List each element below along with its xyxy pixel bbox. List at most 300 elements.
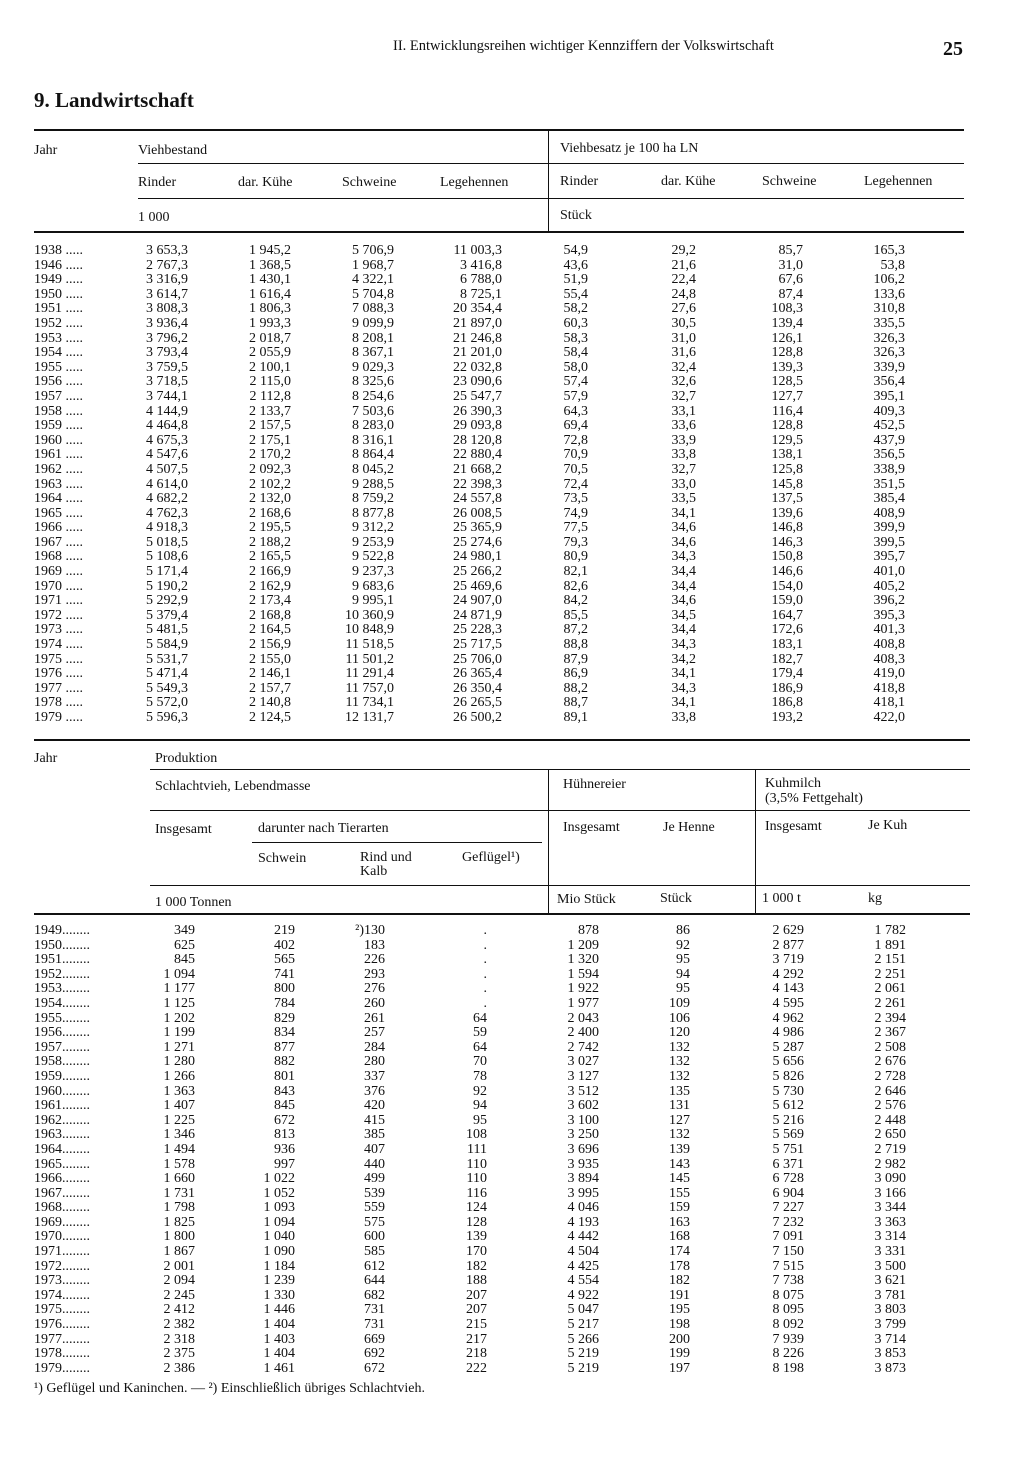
- table-cell: 3 614,7: [146, 286, 188, 302]
- table-cell: 11 518,5: [345, 637, 394, 653]
- table-cell: 800: [274, 981, 295, 997]
- table-cell: 20 354,4: [453, 301, 502, 317]
- t1-density-group: Viehbesatz je 100 ha LN: [560, 141, 699, 156]
- table-cell: 25 547,7: [453, 388, 502, 404]
- table-cell: 1 363: [163, 1083, 195, 1099]
- t1-col-year: [34, 244, 134, 726]
- table-cell: 128,8: [771, 418, 803, 434]
- table-cell: 129,5: [771, 432, 803, 448]
- table-cell: 9 237,3: [352, 564, 394, 580]
- table-cell: 6 904: [772, 1185, 804, 1201]
- table-cell: 34,6: [671, 520, 696, 536]
- table-cell: 1974 .....: [34, 637, 83, 653]
- running-title: II. Entwicklungsreihen wichtiger Kennziffern der Volkswirtschaft: [393, 38, 774, 54]
- table-cell: 70,5: [563, 461, 588, 477]
- table-cell: 2 061: [874, 981, 906, 997]
- table-cell: ²)130: [355, 923, 385, 938]
- table-cell: 8 226: [772, 1346, 804, 1362]
- table-cell: 178: [669, 1258, 690, 1274]
- table-cell: 59: [473, 1025, 487, 1041]
- table-cell: 82,1: [563, 564, 588, 580]
- table-cell: 3 602: [567, 1098, 599, 1114]
- table-cell: 1975........: [34, 1302, 90, 1318]
- table-cell: 261: [364, 1010, 385, 1026]
- table-cell: 197: [669, 1360, 690, 1376]
- table-cell: .: [483, 952, 487, 968]
- table-cell: 54,9: [563, 243, 588, 258]
- table-cell: 85,7: [778, 243, 803, 258]
- table-cell: 53,8: [880, 257, 905, 273]
- table-cell: 5 108,6: [146, 549, 188, 565]
- t1-col-rinder: [134, 244, 188, 726]
- table-cell: 3 873: [874, 1360, 906, 1376]
- table-cell: 1 461: [263, 1360, 295, 1376]
- table-cell: 1 125: [163, 995, 195, 1011]
- table-cell: 7 227: [772, 1200, 804, 1216]
- table-cell: 1963 .....: [34, 476, 83, 492]
- table-cell: 682: [364, 1287, 385, 1303]
- table-cell: 2 245: [163, 1287, 195, 1303]
- table-cell: 94: [676, 966, 690, 982]
- table-cell: 5 379,4: [146, 607, 188, 623]
- table-cell: 5 706,9: [352, 243, 394, 258]
- t1-col-d-kuehe: [660, 244, 696, 726]
- table-cell: 4 918,3: [146, 520, 188, 536]
- table-cell: 1 184: [263, 1258, 295, 1274]
- table-cell: 1 407: [163, 1098, 195, 1114]
- table-cell: 12 131,7: [345, 710, 394, 725]
- table-cell: 2 140,8: [249, 695, 291, 711]
- t1-col-d-rinder: [550, 244, 588, 726]
- table-cell: 26 390,3: [453, 403, 502, 419]
- table-cell: .: [483, 937, 487, 953]
- table-cell: 813: [274, 1127, 295, 1143]
- table-cell: 845: [174, 952, 195, 968]
- table-cell: 1 616,4: [249, 286, 291, 302]
- table-cell: 34,6: [671, 593, 696, 609]
- table-cell: 22 398,3: [453, 476, 502, 492]
- table-cell: 11 291,4: [345, 666, 394, 682]
- table-cell: 95: [676, 952, 690, 968]
- table-cell: 2 767,3: [146, 257, 188, 273]
- table-cell: 222: [466, 1360, 487, 1376]
- table-cell: 338,9: [873, 461, 905, 477]
- table-cell: 27,6: [671, 301, 696, 317]
- table-cell: 191: [669, 1287, 690, 1303]
- table-cell: 21 897,0: [453, 315, 502, 331]
- table-cell: 3 799: [874, 1317, 906, 1333]
- table-cell: 1955 .....: [34, 359, 83, 375]
- table-cell: 70: [473, 1054, 487, 1070]
- table-cell: 1951........: [34, 952, 90, 968]
- t2-u-milk-total: 1 000 t: [762, 891, 801, 906]
- table-cell: 3 793,4: [146, 345, 188, 361]
- table-cell: 26 265,5: [453, 695, 502, 711]
- t2-col-per-cow: [862, 924, 906, 1376]
- table-cell: 1949........: [34, 923, 90, 938]
- table-cell: 26 365,4: [453, 666, 502, 682]
- t2-vertical-divider-milk: [755, 770, 756, 913]
- table-cell: 1 446: [263, 1302, 295, 1318]
- table-cell: 7 738: [772, 1273, 804, 1289]
- table-cell: 351,5: [873, 476, 905, 492]
- t2-u-per-cow: kg: [868, 891, 882, 906]
- t1-stock-group: Viehbestand: [138, 143, 208, 158]
- table-cell: 8 075: [772, 1287, 804, 1303]
- table-cell: 1974........: [34, 1287, 90, 1303]
- table-cell: 207: [466, 1302, 487, 1318]
- table-cell: 95: [676, 981, 690, 997]
- table-cell: 1 494: [163, 1141, 195, 1157]
- table-cell: 4 922: [567, 1287, 599, 1303]
- table-cell: 5 531,7: [146, 651, 188, 667]
- table-cell: 6 371: [772, 1156, 804, 1172]
- table-cell: 356,5: [873, 447, 905, 463]
- table-cell: 326,3: [873, 330, 905, 346]
- table-cell: .: [483, 995, 487, 1011]
- table-cell: 92: [676, 937, 690, 953]
- table-cell: 1956........: [34, 1025, 90, 1041]
- table-cell: 1965 .....: [34, 505, 83, 521]
- table-cell: 4 547,6: [146, 447, 188, 463]
- table-cell: 7 232: [772, 1214, 804, 1230]
- table-cell: 1 239: [263, 1273, 295, 1289]
- table-cell: 1 825: [163, 1214, 195, 1230]
- table-cell: 5 266: [567, 1331, 599, 1347]
- table-cell: 408,9: [873, 505, 905, 521]
- table-cell: 146,6: [771, 564, 803, 580]
- table-cell: 1 968,7: [352, 257, 394, 273]
- table-cell: 339,9: [873, 359, 905, 375]
- t2-eggs-group: Hühnereier: [563, 777, 626, 792]
- table-cell: 2 166,9: [249, 564, 291, 580]
- table-cell: 1 320: [567, 952, 599, 968]
- table-cell: 2 728: [874, 1068, 906, 1084]
- table-cell: 21 246,8: [453, 330, 502, 346]
- table-cell: 1 022: [263, 1171, 295, 1187]
- table-cell: 57,4: [563, 374, 588, 390]
- table-cell: 5 569: [772, 1127, 804, 1143]
- table-cell: 25 469,6: [453, 578, 502, 594]
- table-cell: 4 962: [772, 1010, 804, 1026]
- table-cell: 3 719: [772, 952, 804, 968]
- t2-h-eggs-total: Insgesamt: [563, 820, 620, 835]
- table-cell: 2 155,0: [249, 651, 291, 667]
- table-cell: 1972........: [34, 1258, 90, 1274]
- table-cell: 2 195,5: [249, 520, 291, 536]
- table-cell: 1978........: [34, 1346, 90, 1362]
- table-cell: 4 193: [567, 1214, 599, 1230]
- table-cell: 79,3: [563, 534, 588, 550]
- table-cell: 3 894: [567, 1171, 599, 1187]
- table-cell: 395,3: [873, 607, 905, 623]
- table-cell: 174: [669, 1244, 690, 1260]
- table-cell: 4 425: [567, 1258, 599, 1274]
- table-cell: 108,3: [771, 301, 803, 317]
- table-cell: 64,3: [563, 403, 588, 419]
- t2-year-header: Jahr: [34, 751, 58, 766]
- table-cell: 335,5: [873, 315, 905, 331]
- table-cell: 5 219: [567, 1360, 599, 1376]
- table-cell: 87,2: [563, 622, 588, 638]
- t2-col-poultry: [450, 924, 487, 1376]
- table-cell: 25 274,6: [453, 534, 502, 550]
- table-cell: 127: [669, 1112, 690, 1128]
- table-cell: 132: [669, 1039, 690, 1055]
- table-cell: 408,3: [873, 651, 905, 667]
- table-cell: 95: [473, 1112, 487, 1128]
- table-cell: 4 762,3: [146, 505, 188, 521]
- table-cell: 33,8: [671, 447, 696, 463]
- table-cell: 293: [364, 966, 385, 982]
- table-cell: 182: [669, 1273, 690, 1289]
- table-cell: 395,7: [873, 549, 905, 565]
- table-cell: 276: [364, 981, 385, 997]
- table-cell: 1964........: [34, 1141, 90, 1157]
- table-cell: 22,4: [671, 272, 696, 288]
- table-cell: 146,8: [771, 520, 803, 536]
- table-cell: 3 127: [567, 1068, 599, 1084]
- table-cell: 146,3: [771, 534, 803, 550]
- table-cell: 58,4: [563, 345, 588, 361]
- table-cell: 4 986: [772, 1025, 804, 1041]
- t2-header-bottom-rule: [34, 913, 970, 915]
- table-cell: 32,4: [671, 359, 696, 375]
- table-cell: 1 209: [567, 937, 599, 953]
- table-cell: 34,1: [671, 666, 696, 682]
- table-cell: 8 092: [772, 1317, 804, 1333]
- t1-group-rule: [138, 163, 964, 164]
- table-cell: 8 254,6: [352, 388, 394, 404]
- table-cell: 1961........: [34, 1098, 90, 1114]
- table-cell: 692: [364, 1346, 385, 1362]
- table-cell: 401,0: [873, 564, 905, 580]
- table-cell: 396,2: [873, 593, 905, 609]
- table-cell: 1960........: [34, 1083, 90, 1099]
- table-cell: 26 350,4: [453, 680, 502, 696]
- table-cell: 25 365,9: [453, 520, 502, 536]
- table-cell: 4 614,0: [146, 476, 188, 492]
- table-cell: 1957 .....: [34, 388, 83, 404]
- table-cell: 7 150: [772, 1244, 804, 1260]
- table-cell: 186,8: [771, 695, 803, 711]
- table-cell: 110: [466, 1156, 487, 1172]
- table1-top-rule: [34, 129, 964, 131]
- table-cell: 600: [364, 1229, 385, 1245]
- table-cell: 5 471,4: [146, 666, 188, 682]
- table-cell: 3 744,1: [146, 388, 188, 404]
- table-cell: 2 382: [163, 1317, 195, 1333]
- table-cell: 419,0: [873, 666, 905, 682]
- t2-col-per-hen: [660, 924, 690, 1376]
- table-cell: 2 676: [874, 1054, 906, 1070]
- table-cell: 111: [467, 1141, 487, 1157]
- table-cell: 145,8: [771, 476, 803, 492]
- table-cell: 64: [473, 1010, 487, 1026]
- table-cell: 1 867: [163, 1244, 195, 1260]
- table-cell: 2 018,7: [249, 330, 291, 346]
- t2-col-cattle: [330, 924, 385, 1376]
- table-cell: 1962........: [34, 1112, 90, 1128]
- table-cell: 8 367,1: [352, 345, 394, 361]
- table-cell: 1 731: [163, 1185, 195, 1201]
- table-cell: 5 287: [772, 1039, 804, 1055]
- table-cell: 109: [669, 995, 690, 1011]
- table-cell: 3 718,5: [146, 374, 188, 390]
- table-cell: 1954 .....: [34, 345, 83, 361]
- table-cell: 132: [669, 1068, 690, 1084]
- table-cell: 8 877,8: [352, 505, 394, 521]
- table-cell: 139: [466, 1229, 487, 1245]
- t1-vertical-divider: [548, 131, 549, 231]
- table-cell: 9 288,5: [352, 476, 394, 492]
- table-cell: 8 759,2: [352, 491, 394, 507]
- table-cell: 3 995: [567, 1185, 599, 1201]
- t1-col-d-schweine: [750, 244, 803, 726]
- t1-h-legehennen: Legehennen: [440, 175, 509, 190]
- table-cell: 58,2: [563, 301, 588, 317]
- t1-col-legehennen: [430, 244, 502, 726]
- table-cell: 33,5: [671, 491, 696, 507]
- table-cell: 116,4: [772, 403, 803, 419]
- table-cell: 349: [174, 923, 195, 938]
- table-cell: 1979 .....: [34, 710, 83, 725]
- table-cell: 88,7: [563, 695, 588, 711]
- table-cell: 3 759,5: [146, 359, 188, 375]
- table-cell: 2 043: [567, 1010, 599, 1026]
- page-number: 25: [943, 38, 963, 60]
- table-cell: 198: [669, 1317, 690, 1333]
- table-cell: 226: [364, 952, 385, 968]
- t2-milk-group-2: (3,5% Fettgehalt): [765, 791, 863, 806]
- table-cell: 24 907,0: [453, 593, 502, 609]
- table-cell: 1 922: [567, 981, 599, 997]
- table-cell: 407: [364, 1141, 385, 1157]
- table-cell: 58,0: [563, 359, 588, 375]
- table-cell: 9 683,6: [352, 578, 394, 594]
- table-cell: 3 808,3: [146, 301, 188, 317]
- table-cell: 170: [466, 1244, 487, 1260]
- table-cell: 1967 .....: [34, 534, 83, 550]
- table-cell: 5 656: [772, 1054, 804, 1070]
- table-cell: 4 595: [772, 995, 804, 1011]
- table-cell: 1 040: [263, 1229, 295, 1245]
- table-cell: 843: [274, 1083, 295, 1099]
- table-cell: 8 198: [772, 1360, 804, 1376]
- t1-h-d-schweine: Schweine: [762, 174, 817, 189]
- table-cell: 1 346: [163, 1127, 195, 1143]
- table-cell: 1 225: [163, 1112, 195, 1128]
- table-cell: 1965........: [34, 1156, 90, 1172]
- table-cell: 8 283,0: [352, 418, 394, 434]
- table-cell: 3 090: [874, 1171, 906, 1187]
- table-cell: 1969........: [34, 1214, 90, 1230]
- table-cell: 179,4: [771, 666, 803, 682]
- table-cell: 3 416,8: [460, 257, 502, 273]
- t2-col-year: [34, 924, 144, 1376]
- table-cell: 1977 .....: [34, 680, 83, 696]
- table-cell: 1 404: [263, 1317, 295, 1333]
- table-cell: 2 112,8: [249, 388, 291, 404]
- table-cell: 89,1: [563, 710, 588, 725]
- table-cell: 139: [669, 1141, 690, 1157]
- table-cell: 7 091: [772, 1229, 804, 1245]
- table-cell: 2 133,7: [249, 403, 291, 419]
- t2-h-poultry: Geflügel¹): [462, 850, 520, 865]
- table-cell: 2 102,2: [249, 476, 291, 492]
- t2-h-cattle-1: Rind und: [360, 850, 412, 865]
- table-cell: 1 430,1: [249, 272, 291, 288]
- table-cell: 128,5: [771, 374, 803, 390]
- t2-group-rule: [150, 810, 970, 811]
- t2-u-eggs-total: Mio Stück: [557, 892, 616, 907]
- table-cell: 3 250: [567, 1127, 599, 1143]
- table-cell: 4 144,9: [146, 403, 188, 419]
- table-cell: 1959 .....: [34, 418, 83, 434]
- table-cell: 1953 .....: [34, 330, 83, 346]
- t1-unit-density: Stück: [560, 208, 592, 223]
- table-cell: 5 219: [567, 1346, 599, 1362]
- table-cell: 163: [669, 1214, 690, 1230]
- table-cell: 420: [364, 1098, 385, 1114]
- table-cell: 5 596,3: [146, 710, 188, 725]
- table-cell: 2 175,1: [249, 432, 291, 448]
- table-cell: 9 099,9: [352, 315, 394, 331]
- table-cell: 310,8: [873, 301, 905, 317]
- table-cell: 1952........: [34, 966, 90, 982]
- table-cell: 67,6: [778, 272, 803, 288]
- table-cell: 139,6: [771, 505, 803, 521]
- t1-h-d-kuehe: dar. Kühe: [661, 174, 716, 189]
- table-cell: 409,3: [873, 403, 905, 419]
- table-cell: 539: [364, 1185, 385, 1201]
- t2-h-cattle-2: Kalb: [360, 864, 388, 879]
- table-cell: 385: [364, 1127, 385, 1143]
- table-cell: 6 728: [772, 1171, 804, 1187]
- table-cell: 402: [274, 937, 295, 953]
- table-cell: 1 806,3: [249, 301, 291, 317]
- t1-header-bottom-rule: [34, 231, 964, 233]
- table-cell: 418,8: [873, 680, 905, 696]
- table-cell: 1973........: [34, 1273, 90, 1289]
- table-cell: 575: [364, 1214, 385, 1230]
- table-cell: 1979........: [34, 1360, 90, 1376]
- table-cell: 2 982: [874, 1156, 906, 1172]
- table-cell: 1962 .....: [34, 461, 83, 477]
- table-cell: 1960 .....: [34, 432, 83, 448]
- table-cell: 1958........: [34, 1054, 90, 1070]
- table-cell: 34,4: [671, 622, 696, 638]
- table-cell: 145: [669, 1171, 690, 1187]
- table-cell: 159: [669, 1200, 690, 1216]
- table-cell: 138,1: [771, 447, 803, 463]
- t2-production-group: Produktion: [155, 751, 218, 766]
- table-cell: 1954........: [34, 995, 90, 1011]
- table-cell: 4 554: [567, 1273, 599, 1289]
- table-cell: 11 757,0: [345, 680, 394, 696]
- table-cell: 34,3: [671, 549, 696, 565]
- table-cell: 193,2: [771, 710, 803, 725]
- table-cell: 78: [473, 1068, 487, 1084]
- table-cell: 1956 .....: [34, 374, 83, 390]
- table-cell: 2 146,1: [249, 666, 291, 682]
- table-cell: 731: [364, 1317, 385, 1333]
- t2-h-milk-total: Insgesamt: [765, 819, 822, 834]
- table-cell: 1959........: [34, 1068, 90, 1084]
- t1-h-rinder: Rinder: [138, 175, 177, 190]
- table-cell: 1 280: [163, 1054, 195, 1070]
- table-cell: 7 515: [772, 1258, 804, 1274]
